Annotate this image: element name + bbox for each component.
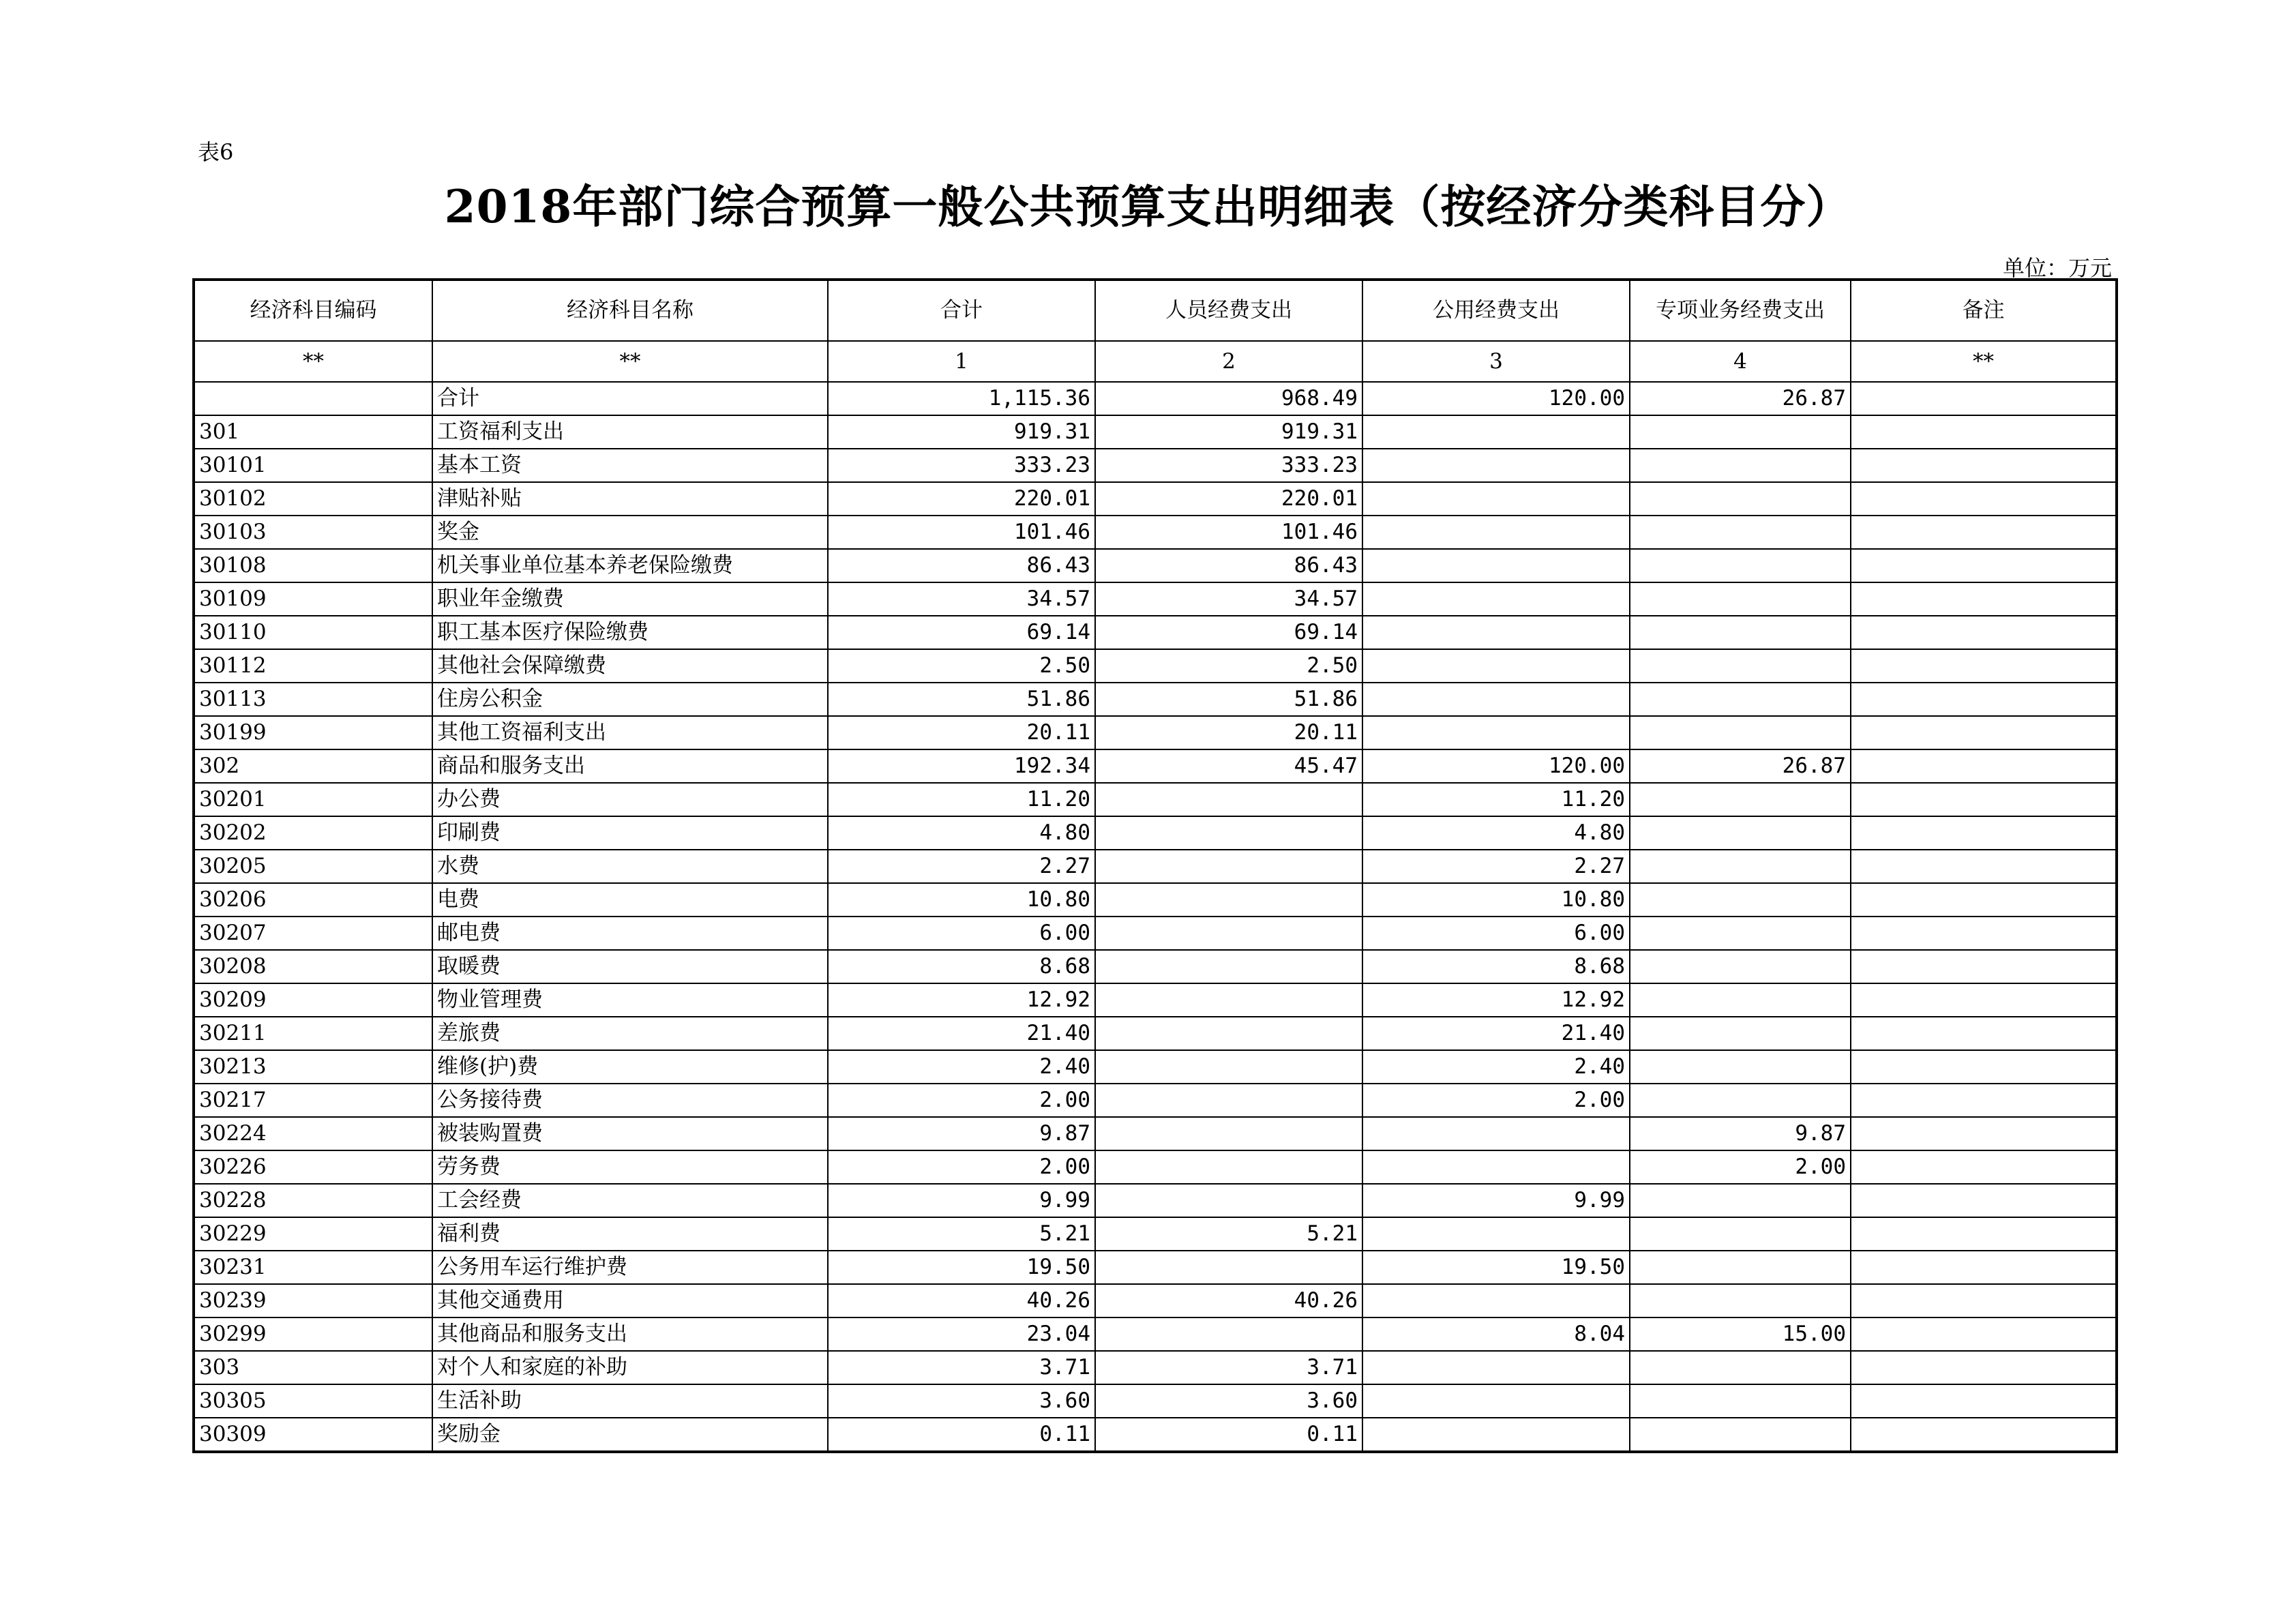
- cell-note: [1851, 382, 2117, 415]
- cell-personnel: [1095, 816, 1362, 850]
- cell-public: [1362, 716, 1630, 749]
- table-row: [194, 783, 2117, 816]
- cell-public: 2.27: [1362, 850, 1630, 883]
- table-row: [194, 950, 2117, 983]
- cell-public: [1362, 1150, 1630, 1184]
- cell-code: 30231: [194, 1251, 432, 1284]
- cell-code: 30202: [194, 816, 432, 850]
- cell-special: [1630, 950, 1851, 983]
- cell-public: [1362, 1284, 1630, 1317]
- cell-special: [1630, 983, 1851, 1017]
- cell-total: 40.26: [828, 1284, 1095, 1317]
- cell-name: 差旅费: [432, 1017, 828, 1050]
- cell-note: [1851, 449, 2117, 482]
- cell-note: [1851, 883, 2117, 917]
- cell-total: 220.01: [828, 482, 1095, 516]
- cell-name: 公务用车运行维护费: [432, 1251, 828, 1284]
- cell-code: 30102: [194, 482, 432, 516]
- index-cell: 3: [1362, 341, 1630, 382]
- cell-code: 30209: [194, 983, 432, 1017]
- cell-special: [1630, 716, 1851, 749]
- cell-note: [1851, 1384, 2117, 1418]
- cell-personnel: [1095, 1084, 1362, 1117]
- cell-name: 职业年金缴费: [432, 582, 828, 616]
- cell-note: [1851, 1418, 2117, 1452]
- cell-name: 其他社会保障缴费: [432, 649, 828, 683]
- cell-public: 12.92: [1362, 983, 1630, 1017]
- cell-public: 21.40: [1362, 1017, 1630, 1050]
- cell-personnel: 5.21: [1095, 1217, 1362, 1251]
- cell-public: [1362, 582, 1630, 616]
- cell-note: [1851, 1351, 2117, 1384]
- table-row: [194, 1050, 2117, 1084]
- cell-note: [1851, 616, 2117, 649]
- cell-public: 120.00: [1362, 749, 1630, 783]
- cell-total: 51.86: [828, 683, 1095, 716]
- table-row: [194, 749, 2117, 783]
- cell-name: 津贴补贴: [432, 482, 828, 516]
- cell-total: 919.31: [828, 415, 1095, 449]
- cell-public: 120.00: [1362, 382, 1630, 415]
- cell-note: [1851, 1184, 2117, 1217]
- cell-personnel: 0.11: [1095, 1418, 1362, 1452]
- cell-total: 21.40: [828, 1017, 1095, 1050]
- cell-personnel: [1095, 1117, 1362, 1150]
- cell-special: 26.87: [1630, 382, 1851, 415]
- cell-public: 11.20: [1362, 783, 1630, 816]
- cell-note: [1851, 1217, 2117, 1251]
- cell-total: 9.87: [828, 1117, 1095, 1150]
- header-note: 备注: [1851, 280, 2117, 341]
- cell-personnel: [1095, 917, 1362, 950]
- cell-note: [1851, 482, 2117, 516]
- table-row: [194, 1251, 2117, 1284]
- cell-total: 2.00: [828, 1084, 1095, 1117]
- cell-personnel: 34.57: [1095, 582, 1362, 616]
- cell-note: [1851, 582, 2117, 616]
- cell-note: [1851, 1150, 2117, 1184]
- cell-total: 333.23: [828, 449, 1095, 482]
- cell-total: 20.11: [828, 716, 1095, 749]
- cell-name: 职工基本医疗保险缴费: [432, 616, 828, 649]
- cell-total: 2.50: [828, 649, 1095, 683]
- cell-name: 其他商品和服务支出: [432, 1317, 828, 1351]
- cell-code: 303: [194, 1351, 432, 1384]
- cell-personnel: [1095, 1251, 1362, 1284]
- cell-total: 11.20: [828, 783, 1095, 816]
- cell-special: [1630, 1351, 1851, 1384]
- cell-personnel: 101.46: [1095, 516, 1362, 549]
- table-row: [194, 482, 2117, 516]
- cell-personnel: [1095, 950, 1362, 983]
- table-row: [194, 1017, 2117, 1050]
- cell-code: 30103: [194, 516, 432, 549]
- table-row: [194, 1418, 2117, 1452]
- cell-public: 6.00: [1362, 917, 1630, 950]
- table-row: [194, 449, 2117, 482]
- cell-code: 30108: [194, 549, 432, 582]
- cell-public: 4.80: [1362, 816, 1630, 850]
- index-cell: **: [194, 341, 432, 382]
- cell-public: 8.04: [1362, 1317, 1630, 1351]
- cell-code: 30205: [194, 850, 432, 883]
- cell-code: 30110: [194, 616, 432, 649]
- cell-personnel: 69.14: [1095, 616, 1362, 649]
- cell-total: 3.71: [828, 1351, 1095, 1384]
- header-name: 经济科目名称: [432, 280, 828, 341]
- cell-note: [1851, 816, 2117, 850]
- cell-public: [1362, 649, 1630, 683]
- cell-total: 1,115.36: [828, 382, 1095, 415]
- cell-special: [1630, 1084, 1851, 1117]
- table-row: [194, 1150, 2117, 1184]
- table-row: [194, 917, 2117, 950]
- cell-code: 30224: [194, 1117, 432, 1150]
- cell-personnel: [1095, 1317, 1362, 1351]
- cell-code: 30213: [194, 1050, 432, 1084]
- header-code: 经济科目编码: [194, 280, 432, 341]
- cell-public: [1362, 1351, 1630, 1384]
- cell-personnel: 333.23: [1095, 449, 1362, 482]
- table-row: [194, 1184, 2117, 1217]
- cell-total: 12.92: [828, 983, 1095, 1017]
- cell-special: [1630, 449, 1851, 482]
- cell-total: 69.14: [828, 616, 1095, 649]
- index-cell: 4: [1630, 341, 1851, 382]
- table-row: [194, 382, 2117, 415]
- budget-table: [192, 278, 2118, 1453]
- table-number-label: 表6: [198, 139, 234, 165]
- cell-personnel: 51.86: [1095, 683, 1362, 716]
- cell-special: 15.00: [1630, 1317, 1851, 1351]
- cell-code: 30239: [194, 1284, 432, 1317]
- cell-code: 30299: [194, 1317, 432, 1351]
- cell-total: 9.99: [828, 1184, 1095, 1217]
- table-row: [194, 516, 2117, 549]
- cell-name: 邮电费: [432, 917, 828, 950]
- table-row: [194, 1117, 2117, 1150]
- cell-special: [1630, 883, 1851, 917]
- cell-total: 8.68: [828, 950, 1095, 983]
- cell-name: 商品和服务支出: [432, 749, 828, 783]
- table-row: [194, 549, 2117, 582]
- cell-public: 2.40: [1362, 1050, 1630, 1084]
- cell-code: 301: [194, 415, 432, 449]
- cell-name: 福利费: [432, 1217, 828, 1251]
- cell-total: 3.60: [828, 1384, 1095, 1418]
- cell-note: [1851, 1050, 2117, 1084]
- table-row: [194, 983, 2117, 1017]
- cell-personnel: 919.31: [1095, 415, 1362, 449]
- cell-special: [1630, 917, 1851, 950]
- cell-special: [1630, 482, 1851, 516]
- cell-personnel: 86.43: [1095, 549, 1362, 582]
- cell-personnel: [1095, 1017, 1362, 1050]
- cell-special: [1630, 1418, 1851, 1452]
- cell-public: [1362, 683, 1630, 716]
- cell-public: [1362, 449, 1630, 482]
- cell-public: 8.68: [1362, 950, 1630, 983]
- cell-name: 生活补助: [432, 1384, 828, 1418]
- cell-note: [1851, 1251, 2117, 1284]
- cell-name: 其他交通费用: [432, 1284, 828, 1317]
- cell-special: [1630, 783, 1851, 816]
- cell-note: [1851, 683, 2117, 716]
- cell-total: 101.46: [828, 516, 1095, 549]
- table-row: [194, 850, 2117, 883]
- cell-public: [1362, 549, 1630, 582]
- table-row: [194, 582, 2117, 616]
- cell-personnel: 3.71: [1095, 1351, 1362, 1384]
- cell-name: 工会经费: [432, 1184, 828, 1217]
- cell-code: 30228: [194, 1184, 432, 1217]
- cell-code: 30226: [194, 1150, 432, 1184]
- cell-personnel: 45.47: [1095, 749, 1362, 783]
- cell-code: 30206: [194, 883, 432, 917]
- cell-total: 86.43: [828, 549, 1095, 582]
- cell-personnel: [1095, 1050, 1362, 1084]
- cell-total: 2.40: [828, 1050, 1095, 1084]
- cell-public: [1362, 1418, 1630, 1452]
- cell-code: 30305: [194, 1384, 432, 1418]
- cell-personnel: 968.49: [1095, 382, 1362, 415]
- cell-note: [1851, 783, 2117, 816]
- cell-special: [1630, 1017, 1851, 1050]
- cell-total: 34.57: [828, 582, 1095, 616]
- cell-name: 电费: [432, 883, 828, 917]
- cell-special: [1630, 1384, 1851, 1418]
- cell-note: [1851, 850, 2117, 883]
- table-row: [194, 1351, 2117, 1384]
- table-row: [194, 816, 2117, 850]
- cell-name: 对个人和家庭的补助: [432, 1351, 828, 1384]
- cell-name: 住房公积金: [432, 683, 828, 716]
- cell-personnel: [1095, 1150, 1362, 1184]
- cell-personnel: 2.50: [1095, 649, 1362, 683]
- cell-code: 30113: [194, 683, 432, 716]
- cell-name: 公务接待费: [432, 1084, 828, 1117]
- cell-name: 工资福利支出: [432, 415, 828, 449]
- table-row: [194, 649, 2117, 683]
- cell-note: [1851, 1017, 2117, 1050]
- table-row: [194, 1317, 2117, 1351]
- cell-code: 30211: [194, 1017, 432, 1050]
- cell-personnel: 3.60: [1095, 1384, 1362, 1418]
- header-special: 专项业务经费支出: [1630, 280, 1851, 341]
- cell-code: 30208: [194, 950, 432, 983]
- cell-name: 其他工资福利支出: [432, 716, 828, 749]
- cell-note: [1851, 415, 2117, 449]
- cell-public: [1362, 415, 1630, 449]
- cell-total: 6.00: [828, 917, 1095, 950]
- cell-code: 30112: [194, 649, 432, 683]
- cell-special: [1630, 649, 1851, 683]
- cell-public: [1362, 1384, 1630, 1418]
- table-row: [194, 1384, 2117, 1418]
- cell-total: 2.27: [828, 850, 1095, 883]
- cell-special: [1630, 1284, 1851, 1317]
- cell-name: 水费: [432, 850, 828, 883]
- cell-note: [1851, 983, 2117, 1017]
- table-row: [194, 683, 2117, 716]
- document-title: 2018年部门综合预算一般公共预算支出明细表（按经济分类科目分）: [444, 180, 1852, 233]
- cell-note: [1851, 516, 2117, 549]
- cell-note: [1851, 649, 2117, 683]
- cell-public: [1362, 1217, 1630, 1251]
- cell-note: [1851, 749, 2117, 783]
- cell-code: 302: [194, 749, 432, 783]
- cell-personnel: [1095, 1184, 1362, 1217]
- cell-total: 192.34: [828, 749, 1095, 783]
- cell-note: [1851, 716, 2117, 749]
- table-row: [194, 1284, 2117, 1317]
- cell-special: [1630, 549, 1851, 582]
- cell-name: 机关事业单位基本养老保险缴费: [432, 549, 828, 582]
- cell-special: [1630, 1251, 1851, 1284]
- cell-total: 5.21: [828, 1217, 1095, 1251]
- cell-personnel: [1095, 983, 1362, 1017]
- cell-special: [1630, 1184, 1851, 1217]
- cell-public: [1362, 616, 1630, 649]
- index-cell: **: [1851, 341, 2117, 382]
- table-row: [194, 1217, 2117, 1251]
- cell-note: [1851, 1117, 2117, 1150]
- header-row: [194, 280, 2117, 341]
- cell-personnel: [1095, 783, 1362, 816]
- header-public: 公用经费支出: [1362, 280, 1630, 341]
- cell-total: 19.50: [828, 1251, 1095, 1284]
- cell-total: 0.11: [828, 1418, 1095, 1452]
- cell-name: 物业管理费: [432, 983, 828, 1017]
- cell-code: 30199: [194, 716, 432, 749]
- cell-name: 劳务费: [432, 1150, 828, 1184]
- index-cell: 2: [1095, 341, 1362, 382]
- cell-code: [194, 382, 432, 415]
- cell-special: [1630, 616, 1851, 649]
- cell-special: [1630, 516, 1851, 549]
- header-total: 合计: [828, 280, 1095, 341]
- cell-note: [1851, 1317, 2117, 1351]
- cell-note: [1851, 549, 2117, 582]
- cell-note: [1851, 1284, 2117, 1317]
- cell-personnel: [1095, 883, 1362, 917]
- cell-public: 2.00: [1362, 1084, 1630, 1117]
- cell-special: [1630, 415, 1851, 449]
- cell-name: 办公费: [432, 783, 828, 816]
- cell-special: [1630, 1050, 1851, 1084]
- cell-total: 23.04: [828, 1317, 1095, 1351]
- cell-total: 4.80: [828, 816, 1095, 850]
- cell-name: 奖金: [432, 516, 828, 549]
- cell-total: 2.00: [828, 1150, 1095, 1184]
- cell-public: [1362, 482, 1630, 516]
- cell-name: 奖励金: [432, 1418, 828, 1452]
- cell-public: 9.99: [1362, 1184, 1630, 1217]
- cell-public: [1362, 516, 1630, 549]
- cell-special: [1630, 816, 1851, 850]
- cell-name: 合计: [432, 382, 828, 415]
- cell-code: 30109: [194, 582, 432, 616]
- cell-public: 19.50: [1362, 1251, 1630, 1284]
- table-row: [194, 1084, 2117, 1117]
- cell-personnel: 20.11: [1095, 716, 1362, 749]
- cell-public: 10.80: [1362, 883, 1630, 917]
- cell-special: 9.87: [1630, 1117, 1851, 1150]
- cell-note: [1851, 950, 2117, 983]
- cell-name: 印刷费: [432, 816, 828, 850]
- cell-personnel: 220.01: [1095, 482, 1362, 516]
- cell-code: 30201: [194, 783, 432, 816]
- cell-note: [1851, 1084, 2117, 1117]
- table-row: [194, 716, 2117, 749]
- cell-special: [1630, 850, 1851, 883]
- table-row: [194, 883, 2117, 917]
- cell-special: [1630, 582, 1851, 616]
- cell-name: 被装购置费: [432, 1117, 828, 1150]
- cell-code: 30101: [194, 449, 432, 482]
- cell-name: 基本工资: [432, 449, 828, 482]
- index-cell: 1: [828, 341, 1095, 382]
- cell-total: 10.80: [828, 883, 1095, 917]
- index-row: [194, 341, 2117, 382]
- cell-personnel: 40.26: [1095, 1284, 1362, 1317]
- cell-name: 取暖费: [432, 950, 828, 983]
- cell-note: [1851, 917, 2117, 950]
- header-personnel: 人员经费支出: [1095, 280, 1362, 341]
- table-row: [194, 415, 2117, 449]
- cell-code: 30309: [194, 1418, 432, 1452]
- cell-special: [1630, 683, 1851, 716]
- index-cell: **: [432, 341, 828, 382]
- cell-special: 2.00: [1630, 1150, 1851, 1184]
- cell-personnel: [1095, 850, 1362, 883]
- cell-name: 维修(护)费: [432, 1050, 828, 1084]
- unit-label: 单位：万元: [2002, 255, 2112, 281]
- cell-code: 30229: [194, 1217, 432, 1251]
- table-row: [194, 616, 2117, 649]
- cell-special: [1630, 1217, 1851, 1251]
- cell-special: 26.87: [1630, 749, 1851, 783]
- cell-public: [1362, 1117, 1630, 1150]
- cell-code: 30207: [194, 917, 432, 950]
- cell-code: 30217: [194, 1084, 432, 1117]
